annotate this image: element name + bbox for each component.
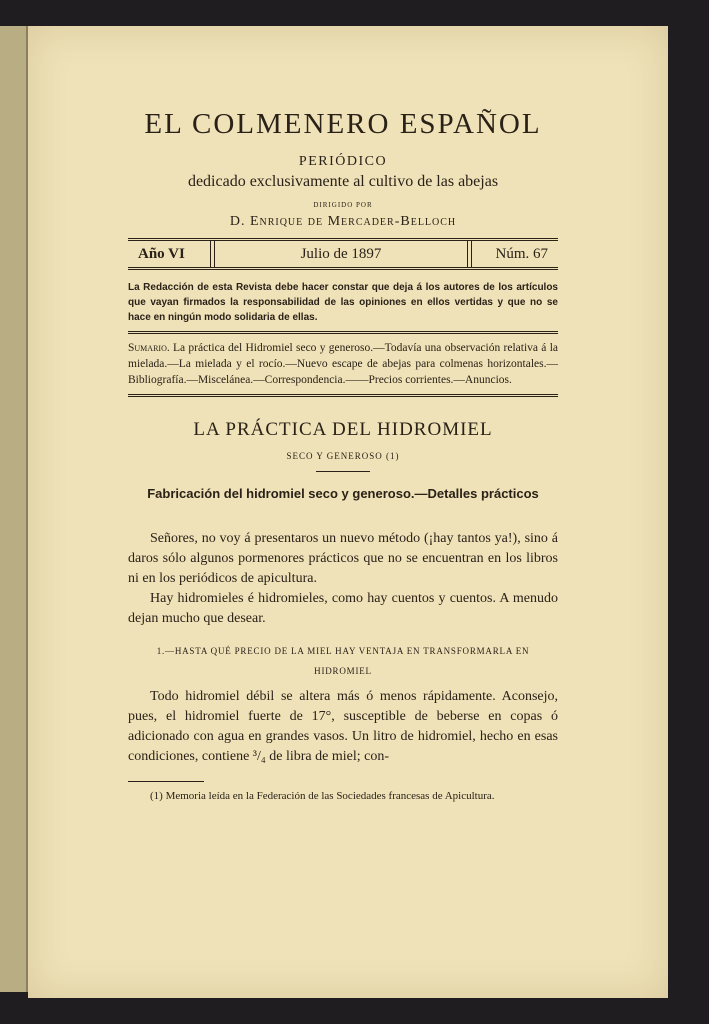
journal-title: EL COLMENERO ESPAÑOL: [144, 108, 542, 140]
journal-tagline: dedicado exclusivamente al cultivo de las abejas: [187, 173, 499, 190]
director-name: D. Enrique de Mercader-Belloch: [229, 214, 457, 229]
paragraph-3: Todo hidromiel débil se altera más ó menos rápidamente. Aconsejo, pues, el hidromiel fuerte de 17°, susceptible de beberse en copas ó adicionado con agua en grandes vasos. Un litro de hidromiel, hecho en esas condiciones, contiene ³/₄ de libra de miel; con-: [128, 689, 558, 764]
adjacent-page-edge: [0, 26, 28, 992]
summary-label: Sumario.: [128, 342, 170, 354]
issue-number: Núm. 67: [495, 245, 548, 262]
summary-text: La práctica del Hidromiel seco y generoso.—Todavía una observación relativa á la mielada.—La mielada y el rocío.—Nuevo escape de abejas para colmenas horizontales.—Bibliografía.—Miscelánea.—Correspondencia.——Precios corrientes.—Anuncios.: [128, 342, 558, 386]
issue-header-bar: [128, 238, 558, 270]
issue-date: Julio de 1897: [300, 245, 382, 262]
section-heading: Fabricación del hidromiel seco y generoso.—Detalles prácticos: [147, 486, 539, 501]
editorial-notice: La Redacción de esta Revista debe hacer constar que deja á los autores de los artículos que vayan firmados la responsabilidad de las opiniones en ellos vertidas y que no se hace en ningún modo solidaria de ellas.: [128, 282, 558, 323]
article-subtitle: SECO Y GENEROSO (1): [286, 451, 400, 461]
journal-page: [28, 26, 668, 998]
numbered-heading-1: 1.—HASTA QUÉ PRECIO DE LA MIEL HAY VENTAJA EN TRANSFORMARLA EN HIDROMIEL: [156, 646, 530, 676]
paragraph-2: Hay hidromieles é hidromieles, como hay cuentos y cuentos. A menudo dejan mucho que desear.: [128, 591, 558, 626]
paragraph-1: Señores, no voy á presentaros un nuevo método (¡hay tantos ya!), sino á daros sólo algunos pormenores prácticos que no se encuentran en los libros ni en los periódicos de apicultura.: [128, 531, 558, 586]
footnote: (1) Memoria leída en la Federación de las Sociedades francesas de Apicultura.: [150, 790, 495, 802]
double-rule: [128, 394, 558, 397]
page-content: [128, 106, 558, 804]
short-rule: [316, 471, 370, 472]
issue-year: Año VI: [138, 245, 185, 262]
periodico-label: PERIÓDICO: [298, 154, 388, 169]
summary: [128, 334, 558, 394]
footnote-rule: [128, 781, 204, 782]
article-title: LA PRÁCTICA DEL HIDROMIEL: [193, 419, 493, 440]
directed-by-label: DIRIGIDO POR: [313, 201, 373, 209]
